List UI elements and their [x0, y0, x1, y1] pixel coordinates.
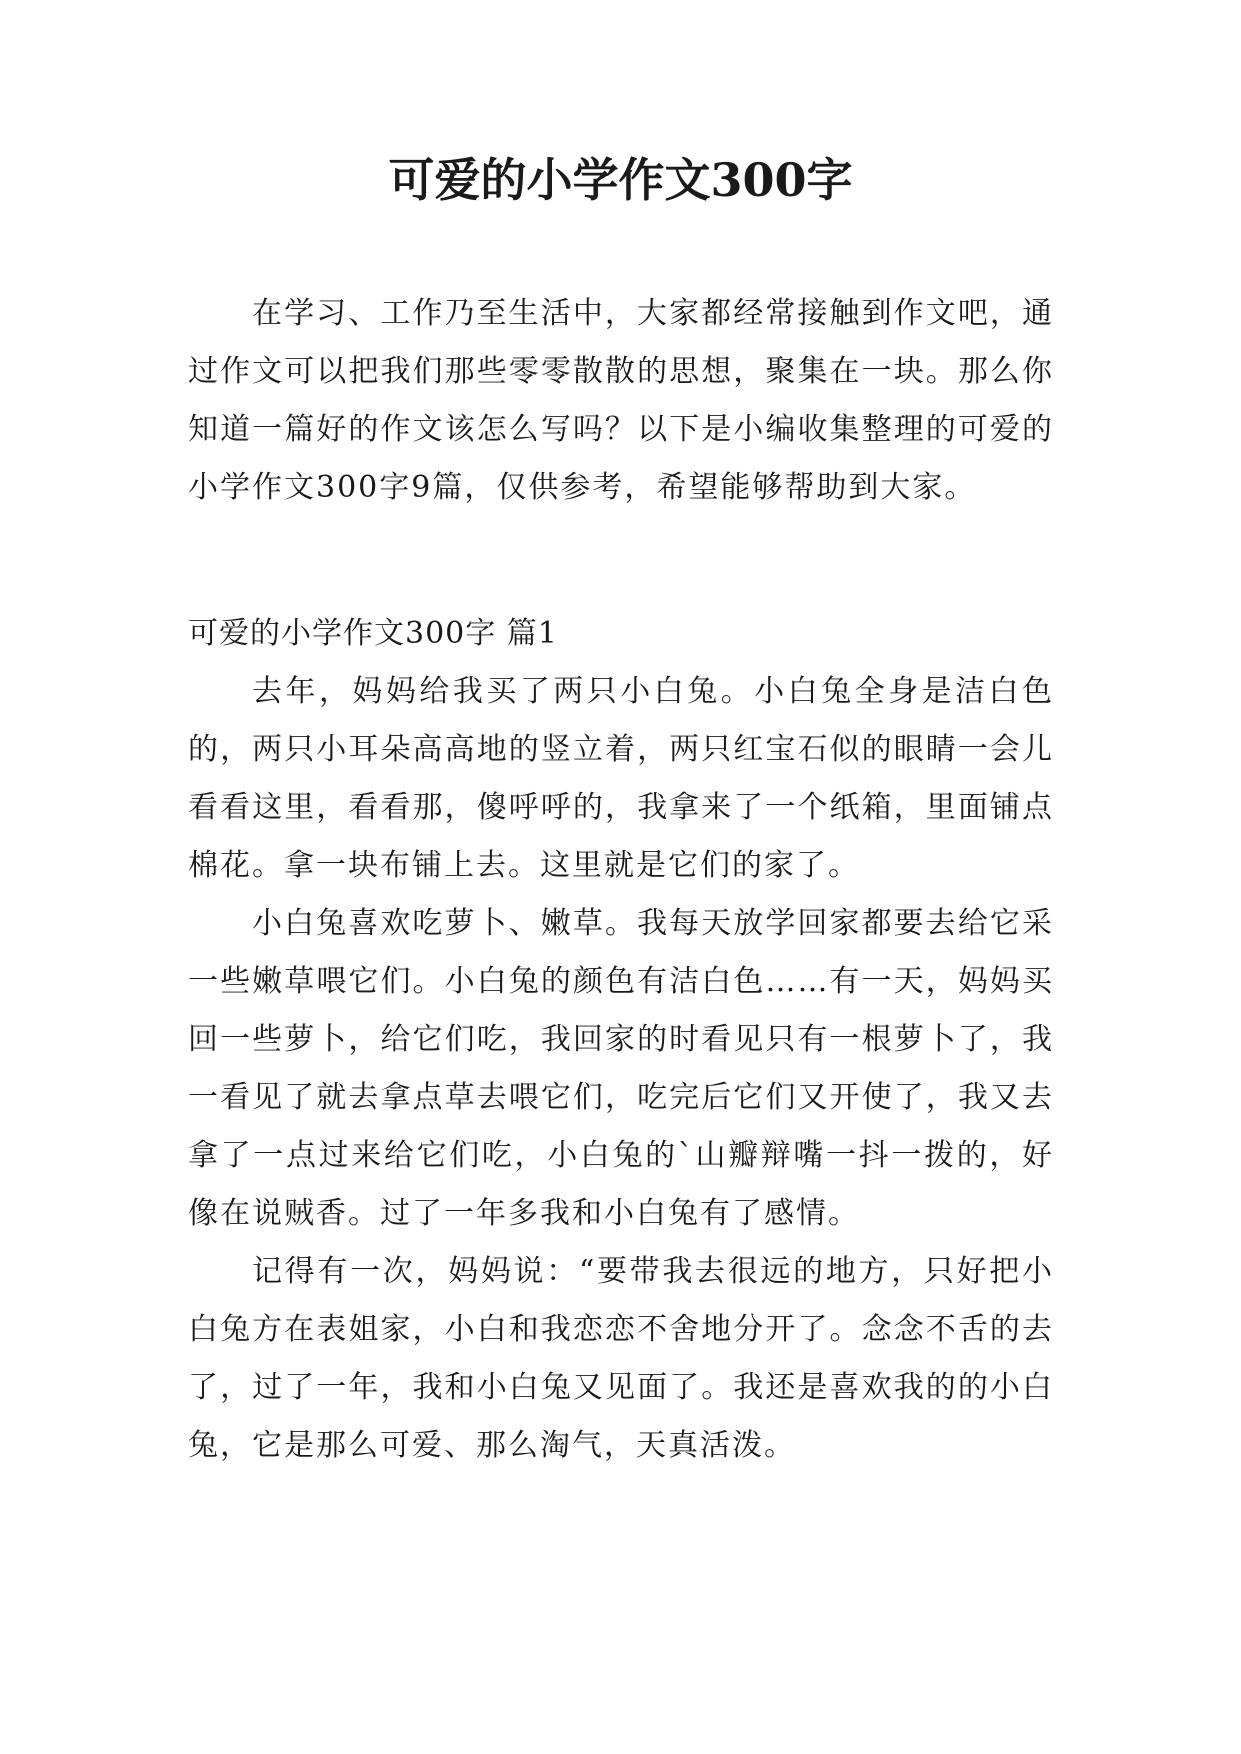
intro-block	[188, 285, 1054, 517]
intro-paragraph: 在学习、工作乃至生活中，大家都经常接触到作文吧，通过作文可以把我们那些零零散散的思想，聚集在一块。那么你知道一篇好的作文该怎么写吗？以下是小编收集整理的可爱的小学作文300字9篇，仅供参考，希望能够帮助到大家。	[188, 296, 1054, 505]
section-1	[188, 605, 1054, 1475]
section-paragraph-1: 去年，妈妈给我买了两只小白兔。小白兔全身是洁白色的，两只小耳朵高高地的竖立着，两只红宝石似的眼睛一会儿看看这里，看看那，傻呼呼的，我拿来了一个纸箱，里面铺点棉花。拿一块布铺上去。这里就是它们的家了。	[188, 674, 1054, 883]
section-heading: 可爱的小学作文300字 篇1	[188, 616, 558, 651]
document-title: 可爱的小学作文300字	[388, 153, 853, 207]
section-paragraph-2: 小白兔喜欢吃萝卜、嫩草。我每天放学回家都要去给它采一些嫩草喂它们。小白兔的颜色有洁白色……有一天，妈妈买回一些萝卜，给它们吃，我回家的时看见只有一根萝卜了，我一看见了就去拿点草去喂它们，吃完后它们又开使了，我又去拿了一点过来给它们吃，小白兔的`山瓣辩嘴一抖一拨的，好像在说贼香。过了一年多我和小白兔有了感情。	[188, 906, 1054, 1231]
section-paragraph-3: 记得有一次，妈妈说：“要带我去很远的地方，只好把小白兔方在表姐家，小白和我恋恋不舍地分开了。念念不舌的去了，过了一年，我和小白兔又见面了。我还是喜欢我的的小白兔，它是那么可爱、那么淘气，天真活泼。	[188, 1254, 1054, 1463]
